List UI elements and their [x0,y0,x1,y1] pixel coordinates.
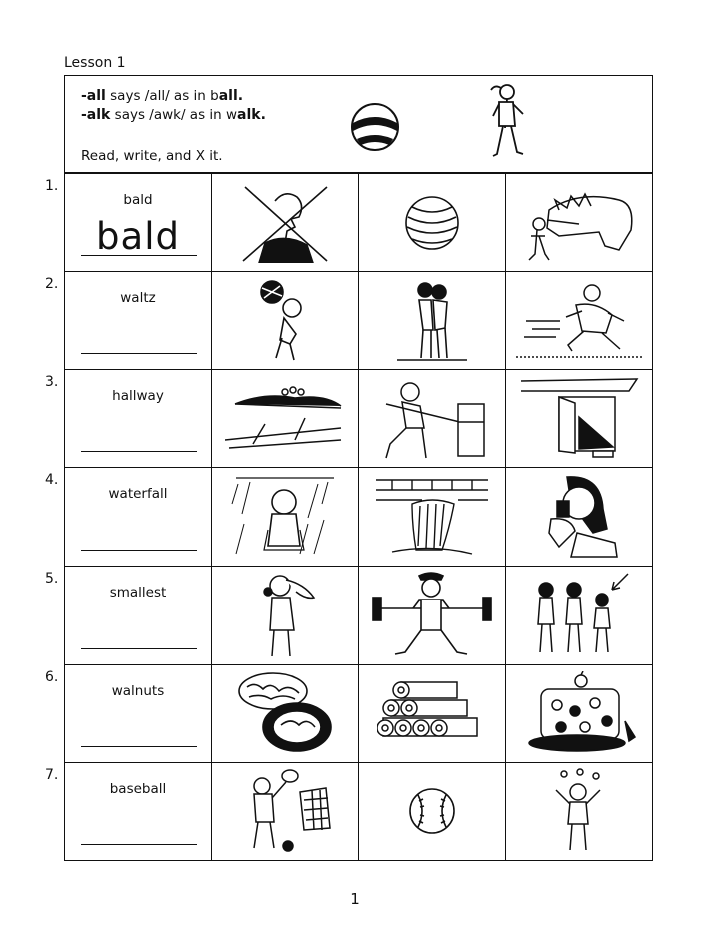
waterfall-icon [372,474,492,560]
word-cell [45,762,212,860]
rule-alk: -alk says /awk/ as in walk. [81,107,266,123]
rules-header [64,75,653,173]
log-pile-icon [377,674,487,752]
word-cell [45,271,212,369]
open-door-icon [519,377,639,461]
word-label: waltz [120,290,156,307]
write-line[interactable] [81,451,197,452]
ball-icon [402,193,462,253]
picture-cell[interactable] [506,664,652,762]
picture-cell[interactable] [359,173,506,271]
write-line[interactable] [81,353,197,354]
picture-cell[interactable] [212,467,359,565]
word-label: walnuts [111,682,165,699]
picture-cell[interactable] [359,271,506,369]
alligator-icon [519,180,639,266]
word-label: smallest [109,584,167,601]
rule-all: -all says /all/ as in ball. [81,88,244,104]
tug-rope-icon [372,378,492,460]
row-number: 2. [45,276,59,293]
three-people-icon [524,572,634,658]
page-number: 1 [350,890,360,908]
picture-cell[interactable] [359,664,506,762]
write-line[interactable] [81,746,197,747]
weightlifter-icon [369,570,495,660]
baseball-icon [406,785,458,837]
picture-cell[interactable] [506,467,652,565]
drinking-girl-icon [531,473,627,561]
word-cell [45,369,212,467]
picture-cell[interactable] [506,566,652,664]
row-number: 3. [45,374,59,391]
picture-cell[interactable] [506,369,652,467]
picture-cell[interactable] [212,369,359,467]
row-number: 7. [45,766,59,783]
walking-girl-icon [485,80,535,170]
word-label: waterfall [108,486,168,503]
rainy-girl-icon [228,474,342,560]
word-cell [45,467,212,565]
lesson-title: Lesson 1 [64,55,126,71]
write-line[interactable] [81,648,197,649]
word-label: baseball [109,780,167,797]
dancing-couple-icon [397,278,467,364]
word-cell [45,664,212,762]
bald-man-icon [235,183,335,263]
ball-icon [349,101,401,157]
traced-word: bald [96,215,180,259]
picture-cell[interactable] [506,762,652,860]
walnut-icon [235,669,335,757]
word-cell [45,173,212,271]
row-number: 1. [45,178,59,194]
picture-cell[interactable] [212,762,359,860]
write-line[interactable] [81,255,197,256]
ball-on-head-icon [250,278,320,364]
sidewalk-icon [225,384,345,454]
juggler-icon [534,768,624,854]
word-label: hallway [112,388,164,405]
picture-cell[interactable] [212,271,359,369]
row-number: 5. [45,570,59,587]
picture-cell[interactable] [506,271,652,369]
picture-cell[interactable] [359,762,506,860]
picture-cell[interactable] [212,566,359,664]
picture-cell[interactable] [506,173,652,271]
tennis-girl-icon [228,768,342,854]
picture-cell[interactable] [212,173,359,271]
worksheet-grid [45,173,653,861]
row-number: 4. [45,472,59,489]
running-man-icon [516,281,642,361]
cake-icon [517,671,641,755]
word-cell [45,566,212,664]
picture-cell[interactable] [359,566,506,664]
instructions: Read, write, and X it. [81,148,223,164]
picture-cell[interactable] [359,467,506,565]
word-label: bald [123,192,153,208]
write-line[interactable] [81,844,197,845]
girl-phone-icon [240,570,330,660]
write-line[interactable] [81,550,197,551]
picture-cell[interactable] [212,664,359,762]
row-number: 6. [45,668,59,685]
picture-cell[interactable] [359,369,506,467]
